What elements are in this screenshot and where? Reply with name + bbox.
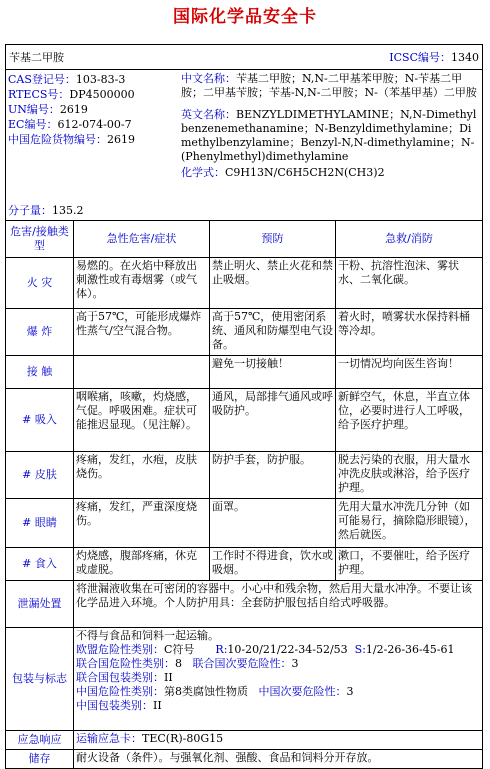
spill-section: 泄漏处置 将泄漏液收集在可密闭的容器中。小心中和残余物，然后用大量水冲净。不要让该化学品进入环境。个人防护用具：全套防护服包括自给式呼吸器。 (6, 581, 482, 628)
name-block (181, 70, 482, 220)
un-classification: 联合国危险性类别：8 联合国次要危险性：3 (76, 657, 299, 670)
english-names: 英文名称：BENZYLDIMETHYLAMINE；N,N-Dimethylbenzenemethanamine；N-Benzyldimethylamine；Dimethylbenzylamine；Benzyl-N,N-dimethylamine；N-(Phenylmethyl)dimethylamine (181, 108, 477, 163)
col-symptoms: 急性危害/症状 (74, 221, 210, 257)
cn-classification: 中国危险性类别：第8类腐蚀性物质 中国次要危险性：3 (76, 685, 354, 698)
ec-number: EC编号：612-074-00-7 (8, 118, 132, 131)
identification-block (6, 70, 482, 221)
col-hazard-type: 危害/接触类型 (6, 221, 74, 257)
chemical-formula: 化学式：C9H13N/C6H5CH2N(CH3)2 (181, 166, 385, 179)
un-packing-group: 联合国包装类别：II (76, 671, 173, 684)
chinese-names: 中文名称：苄基二甲胺；N,N-二甲基苯甲胺；N-苄基二甲胺；二甲基苄胺；苄基-N,N-二甲胺；N-（苯基甲基）二甲胺 (181, 72, 477, 99)
rtecs-number: RTECS号：DP4500000 (8, 88, 135, 101)
table-row: # 眼睛 疼痛，发红，严重深度烧伤。 面罩。 先用大量水冲洗几分钟（如可能易行，摘除隐形眼镜），然后就医。 (6, 499, 482, 548)
page-title: 国际化学品安全卡 (173, 7, 317, 27)
card-header (6, 45, 482, 70)
table-row: # 皮肤 疼痛，发红，水疱，皮肤烧伤。 防护手套，防护服。 脱去污染的衣服，用大量水冲洗皮肤或淋浴，给予医疗护理。 (6, 452, 482, 499)
table-row: 接 触 避免一切接触！ 一切情况均向医生咨询！ (6, 356, 482, 389)
table-row: 火 灾 易燃的。在火焰中释放出刺激性或有毒烟雾（或气体）。 禁止明火、禁止火花和禁止吸烟。 干粉、抗溶性泡沫、雾状水、二氧化碳。 (6, 258, 482, 309)
safety-card (5, 44, 483, 769)
chemical-name: 苄基二甲胺 (9, 51, 64, 64)
hazard-table-header (6, 221, 482, 258)
icsc-number: ICSC编号：1340 (389, 51, 479, 64)
table-row: 爆 炸 高于57℃，可能形成爆炸性蒸气/空气混合物。 高于57℃，使用密闭系统、通风和防爆型电气设备。 着火时，喷雾状水保持料桶等冷却。 (6, 309, 482, 356)
storage-section: 储存 耐火设备（条件）。与强氧化剂、强酸、食品和饲料分开存放。 (6, 750, 482, 768)
table-row: # 食入 灼烧感，腹部疼痛，休克或虚脱。 工作时不得进食，饮水或吸烟。 漱口，不要催吐，给予医疗护理。 (6, 548, 482, 581)
un-number: UN编号：2619 (8, 103, 88, 116)
cn-dangerous-goods-number: 中国危险货物编号：2619 (8, 133, 135, 146)
table-row: # 吸入 咽喉痛，咳嗽，灼烧感，气促。呼吸困难。症状可能推迟显现。（见注解）。 通风，局部排气通风或呼吸防护。 新鲜空气，休息，半直立体位，必要时进行人工呼吸，给予医疗护理。 (6, 389, 482, 452)
col-first-aid: 急救/消防 (385, 232, 433, 245)
molecular-weight: 分子量：135.2 (8, 204, 84, 217)
eu-classification: 欧盟危险性类别：C符号 R:10-20/21/22-34-52/53 S:1/2-26-36-45-61 (76, 643, 455, 656)
identifier-list (6, 70, 181, 220)
packaging-section: 包装与标志 不得与食品和饲料一起运输。 欧盟危险性类别：C符号 R:10-20/21/22-34-52/53 S:1/2-26-36-45-61 联合国危险性类别：8 联合国次要危险性：3 联合国包装类别：II 中国危险性类别：第8类腐蚀性物质 中国次要危险性：3 中国包装类别：II (6, 628, 482, 731)
col-prevention: 预防 (210, 221, 336, 257)
cn-packing-group: 中国包装类别：II (76, 699, 162, 712)
cas-number: CAS登记号：103-83-3 (8, 73, 126, 86)
emergency-section: 应急响应 运输应急卡：TEC(R)-80G15 (6, 731, 482, 750)
